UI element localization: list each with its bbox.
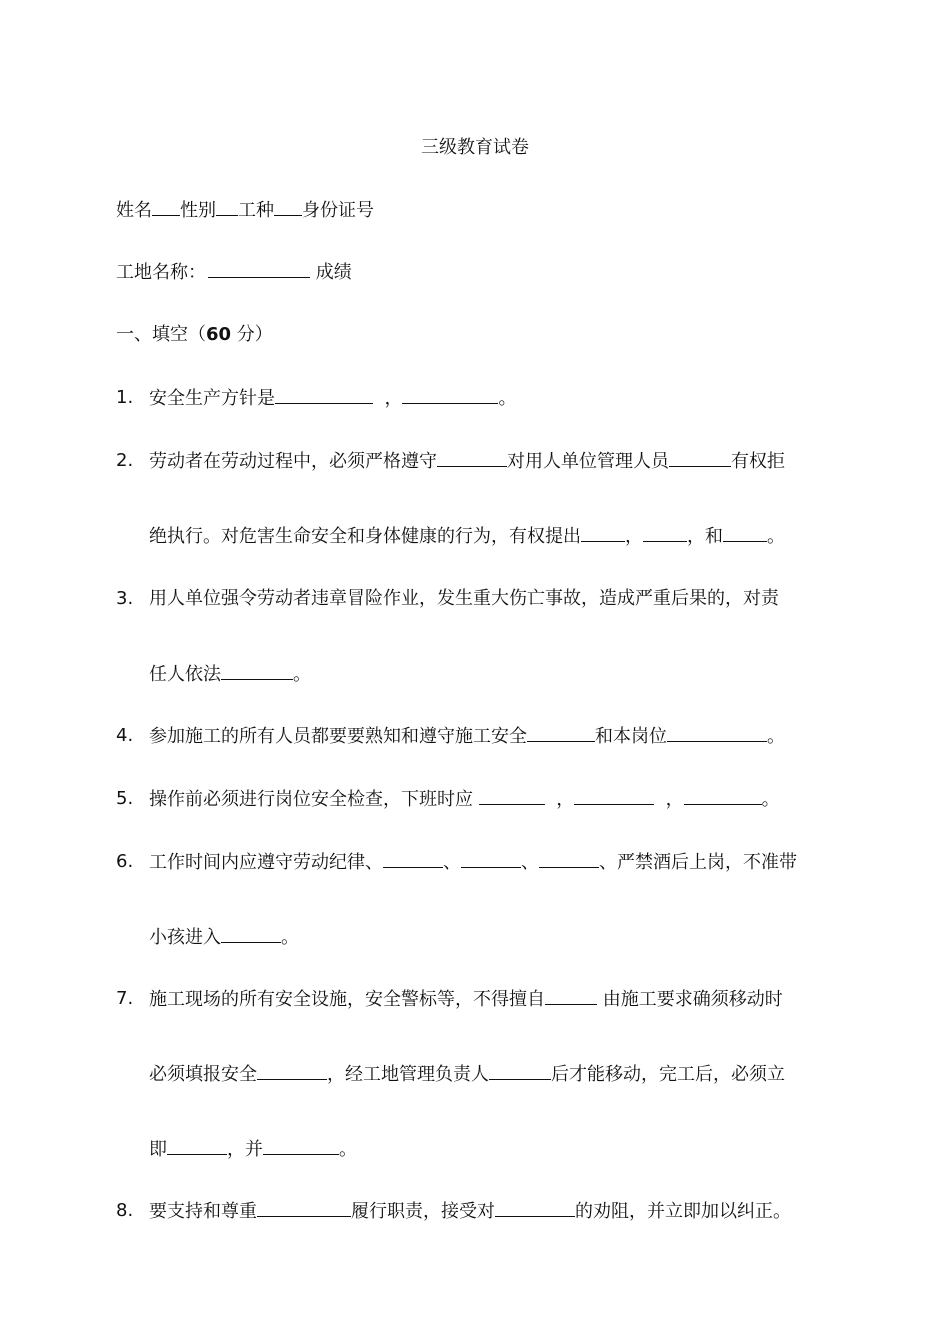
question-number: 7. xyxy=(116,988,134,1009)
answer-blank[interactable] xyxy=(257,1199,351,1217)
question-text: 。 xyxy=(767,726,785,747)
question-text: 操作前必须进行岗位安全检查，下班时应 xyxy=(149,789,473,810)
site-blank[interactable] xyxy=(208,260,310,278)
answer-blank[interactable] xyxy=(574,787,654,805)
id-label: 身份证号 xyxy=(302,200,374,221)
section-score: 60 xyxy=(206,324,232,345)
gender-label: 性别 xyxy=(180,200,216,221)
question-text: 、 xyxy=(443,852,461,873)
answer-blank[interactable] xyxy=(275,386,373,404)
answer-blank[interactable] xyxy=(257,1062,327,1080)
question-text: 参加施工的所有人员都要要熟知和遵守施工安全 xyxy=(149,726,527,747)
answer-blank[interactable] xyxy=(643,524,687,542)
question-text: 、严禁酒后上岗，不准带 xyxy=(599,852,797,873)
question-text: ， xyxy=(625,526,643,547)
question-text: 用人单位强令劳动者违章冒险作业，发生重大伤亡事故，造成严重后果的，对责 xyxy=(149,588,779,609)
answer-blank[interactable] xyxy=(581,524,625,542)
answer-blank[interactable] xyxy=(669,449,731,467)
answer-blank[interactable] xyxy=(221,925,281,943)
question-number: 1. xyxy=(116,387,134,408)
answer-blank[interactable] xyxy=(461,850,521,868)
page-title: 三级教育试卷 xyxy=(421,137,529,158)
question-text: 履行职责，接受对 xyxy=(351,1201,495,1222)
answer-blank[interactable] xyxy=(437,449,507,467)
personal-info-row xyxy=(116,198,374,223)
question-number: 8. xyxy=(116,1200,134,1221)
question-text: 对用人单位管理人员 xyxy=(507,451,669,472)
question-text: 必须填报安全 xyxy=(149,1064,257,1085)
question-text: 。 xyxy=(761,789,780,810)
question-number: 6. xyxy=(116,851,134,872)
answer-blank[interactable] xyxy=(263,1137,339,1155)
answer-blank[interactable] xyxy=(489,1062,551,1080)
question-text: 后才能移动，完工后，必须立 xyxy=(551,1064,785,1085)
question-text: ，经工地管理负责人 xyxy=(327,1064,489,1085)
question-number: 5. xyxy=(116,788,134,809)
answer-blank[interactable] xyxy=(479,787,545,805)
question-text: 。 xyxy=(498,388,517,409)
question-text: 。 xyxy=(293,664,311,685)
answer-blank[interactable] xyxy=(539,850,599,868)
question-text: 绝执行。对危害生命安全和身体健康的行为，有权提出 xyxy=(149,526,581,547)
answer-blank[interactable] xyxy=(221,662,293,680)
section-heading-prefix: 一、填空（ xyxy=(116,324,206,345)
name-blank[interactable] xyxy=(152,198,180,216)
question-text: ，并 xyxy=(227,1139,263,1160)
question-text: 。 xyxy=(767,526,785,547)
answer-blank[interactable] xyxy=(527,724,595,742)
question-text: 施工现场的所有安全设施，安全警标等，不得擅自 xyxy=(149,989,545,1010)
score-label: 成绩 xyxy=(315,262,352,283)
question-text: 的劝阻，并立即加以纠正。 xyxy=(575,1201,791,1222)
question-number: 2. xyxy=(116,450,134,471)
gender-blank[interactable] xyxy=(216,198,238,216)
question-text: ， xyxy=(556,789,575,810)
question-text: 劳动者在劳动过程中，必须严格遵守 xyxy=(149,451,437,472)
question-text: 有权拒 xyxy=(731,451,785,472)
question-text: 和本岗位 xyxy=(595,726,667,747)
job-label: 工种 xyxy=(238,200,274,221)
question-text: 要支持和尊重 xyxy=(149,1201,257,1222)
answer-blank[interactable] xyxy=(545,987,597,1005)
question-text: 即 xyxy=(149,1139,167,1160)
site-info-row xyxy=(116,260,352,285)
job-blank[interactable] xyxy=(274,198,302,216)
answer-blank[interactable] xyxy=(667,724,767,742)
question-text: 由施工要求确须移动时 xyxy=(602,989,783,1010)
site-label: 工地名称： xyxy=(116,262,206,283)
question-text: 任人依法 xyxy=(149,664,221,685)
answer-blank[interactable] xyxy=(723,524,767,542)
answer-blank[interactable] xyxy=(383,850,443,868)
answer-blank[interactable] xyxy=(167,1137,227,1155)
question-text: ， xyxy=(665,789,684,810)
question-text: 安全生产方针是 xyxy=(149,388,275,409)
question-text: ，和 xyxy=(687,526,723,547)
answer-blank[interactable] xyxy=(684,787,762,805)
question-text: 工作时间内应遵守劳动纪律、 xyxy=(149,852,383,873)
answer-blank[interactable] xyxy=(495,1199,575,1217)
question-text: 小孩进入 xyxy=(149,927,221,948)
name-label: 姓名 xyxy=(116,200,152,221)
question-number: 4. xyxy=(116,725,134,746)
section-heading xyxy=(116,323,273,347)
answer-blank[interactable] xyxy=(402,386,498,404)
question-text: ， xyxy=(384,388,403,409)
question-text: 。 xyxy=(281,927,299,948)
question-text: 。 xyxy=(339,1139,357,1160)
question-text: 、 xyxy=(521,852,539,873)
question-number: 3. xyxy=(116,588,134,609)
section-heading-suffix: 分） xyxy=(236,324,273,345)
